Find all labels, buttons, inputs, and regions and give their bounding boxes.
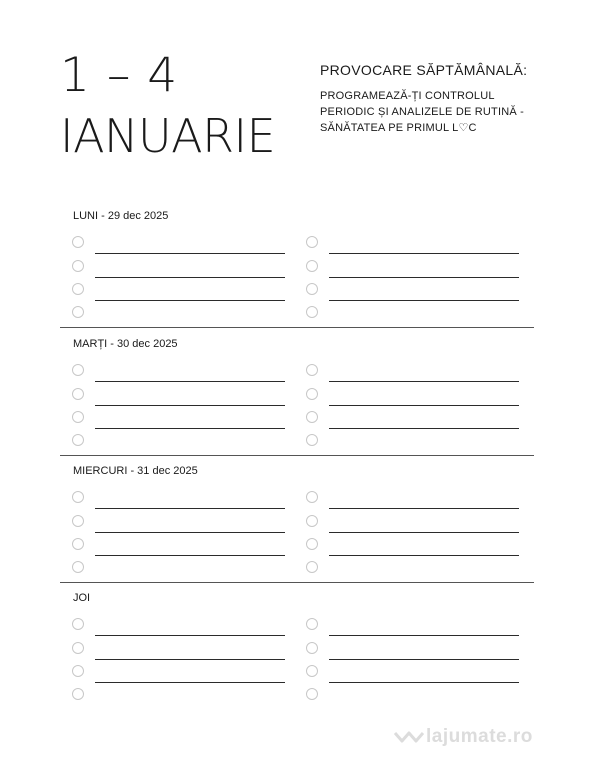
task-line[interactable]	[95, 635, 285, 636]
checkbox-circle[interactable]	[306, 665, 318, 677]
checkbox-circle[interactable]	[306, 491, 318, 503]
checkbox-circle[interactable]	[72, 411, 84, 423]
day-divider	[60, 327, 534, 328]
checkbox-circle[interactable]	[306, 283, 318, 295]
checkbox-circle[interactable]	[72, 306, 84, 318]
checkbox-circle[interactable]	[72, 260, 84, 272]
checkbox-circle[interactable]	[306, 236, 318, 248]
day-label: LUNI - 29 dec 2025	[73, 210, 169, 222]
day-divider	[60, 582, 534, 583]
task-line[interactable]	[329, 659, 519, 660]
challenge-title: PROVOCARE SĂPTĂMÂNALĂ:	[320, 62, 528, 78]
checkbox-circle[interactable]	[72, 236, 84, 248]
checkbox-circle[interactable]	[306, 618, 318, 630]
task-line[interactable]	[95, 508, 285, 509]
task-line[interactable]	[95, 428, 285, 429]
task-line[interactable]	[329, 405, 519, 406]
checkbox-circle[interactable]	[306, 515, 318, 527]
watermark	[392, 726, 533, 748]
task-line[interactable]	[95, 253, 285, 254]
task-line[interactable]	[329, 508, 519, 509]
task-line[interactable]	[329, 300, 519, 301]
task-line[interactable]	[329, 381, 519, 382]
checkbox-circle[interactable]	[306, 434, 318, 446]
checkbox-circle[interactable]	[72, 434, 84, 446]
task-line[interactable]	[329, 555, 519, 556]
task-line[interactable]	[95, 659, 285, 660]
checkbox-circle[interactable]	[306, 306, 318, 318]
checkbox-circle[interactable]	[72, 515, 84, 527]
task-line[interactable]	[95, 277, 285, 278]
checkbox-circle[interactable]	[72, 388, 84, 400]
checkbox-circle[interactable]	[72, 688, 84, 700]
checkbox-circle[interactable]	[72, 491, 84, 503]
task-line[interactable]	[95, 532, 285, 533]
heart-logo-icon	[392, 727, 426, 747]
day-divider	[60, 455, 534, 456]
task-line[interactable]	[329, 253, 519, 254]
day-label: JOI	[73, 592, 91, 604]
checkbox-circle[interactable]	[306, 388, 318, 400]
task-line[interactable]	[95, 300, 285, 301]
task-line[interactable]	[329, 532, 519, 533]
checkbox-circle[interactable]	[72, 618, 84, 630]
challenge-text: PROGRAMEAZĂ-ȚI CONTROLUL PERIODIC ȘI ANALIZELE DE RUTINĂ - SĂNĂTATEA PE PRIMUL L♡C	[320, 90, 525, 134]
day-label: MARȚI - 30 dec 2025	[73, 338, 178, 350]
task-line[interactable]	[95, 682, 285, 683]
month-title: IANUARIE	[60, 109, 276, 163]
checkbox-circle[interactable]	[306, 688, 318, 700]
checkbox-circle[interactable]	[72, 642, 84, 654]
checkbox-circle[interactable]	[306, 364, 318, 376]
day-label: MIERCURI - 31 dec 2025	[73, 465, 198, 477]
task-line[interactable]	[329, 682, 519, 683]
task-line[interactable]	[95, 555, 285, 556]
checkbox-circle[interactable]	[72, 364, 84, 376]
task-line[interactable]	[95, 381, 285, 382]
checkbox-circle[interactable]	[306, 538, 318, 550]
checkbox-circle[interactable]	[306, 561, 318, 573]
checkbox-circle[interactable]	[306, 260, 318, 272]
date-range: 1 – 4	[60, 48, 179, 103]
checkbox-circle[interactable]	[72, 283, 84, 295]
task-line[interactable]	[329, 635, 519, 636]
task-line[interactable]	[329, 277, 519, 278]
task-line[interactable]	[95, 405, 285, 406]
checkbox-circle[interactable]	[306, 642, 318, 654]
checkbox-circle[interactable]	[72, 538, 84, 550]
checkbox-circle[interactable]	[72, 665, 84, 677]
checkbox-circle[interactable]	[306, 411, 318, 423]
task-line[interactable]	[329, 428, 519, 429]
checkbox-circle[interactable]	[72, 561, 84, 573]
watermark-text: lajumate.ro	[426, 726, 533, 747]
